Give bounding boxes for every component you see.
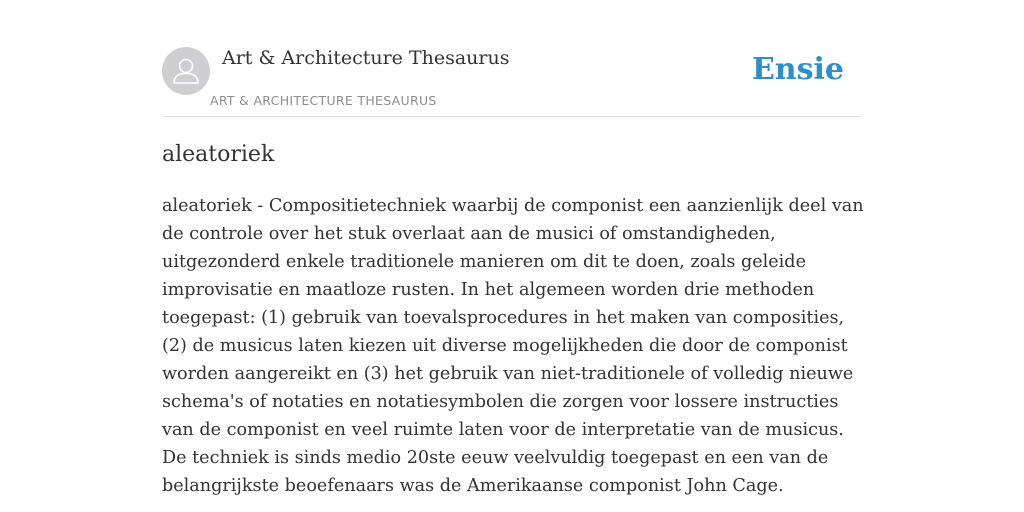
term-title: aleatoriek xyxy=(162,142,275,167)
source-header xyxy=(162,44,862,117)
source-subtitle[interactable]: ART & ARCHITECTURE THESAURUS xyxy=(210,93,437,108)
ensie-logo[interactable]: Ensie xyxy=(751,52,844,87)
definition-text: aleatoriek - Compositietechniek waarbij de componist een aanzienlijk deel van de controle over het stuk overlaat aan de musici of omstandigheden, uitgezonderd enkele traditionele manieren om dit te doen, zoals geleide improvisatie en maatloze rusten. In het algemeen worden drie methoden toegepast: (1) gebruik van toevalsprocedures in het maken van composities, (2) de musicus laten kiezen uit diverse mogelijkheden die door de componist worden aangereikt en (3) het gebruik van niet-traditionele of volledig nieuwe schema's of notaties en notatiesymbolen die zorgen voor lossere instructies van de componist en veel ruimte laten voor de interpretatie van de musicus. De techniek is sinds medio 20ste eeuw veelvuldig toegepast en een van de belangrijkste beoefenaars was de Amerikaanse componist John Cage. xyxy=(162,196,864,496)
source-title[interactable]: Art & Architecture Thesaurus xyxy=(222,47,510,69)
source-avatar[interactable] xyxy=(162,47,210,95)
user-silhouette-icon xyxy=(162,47,210,95)
